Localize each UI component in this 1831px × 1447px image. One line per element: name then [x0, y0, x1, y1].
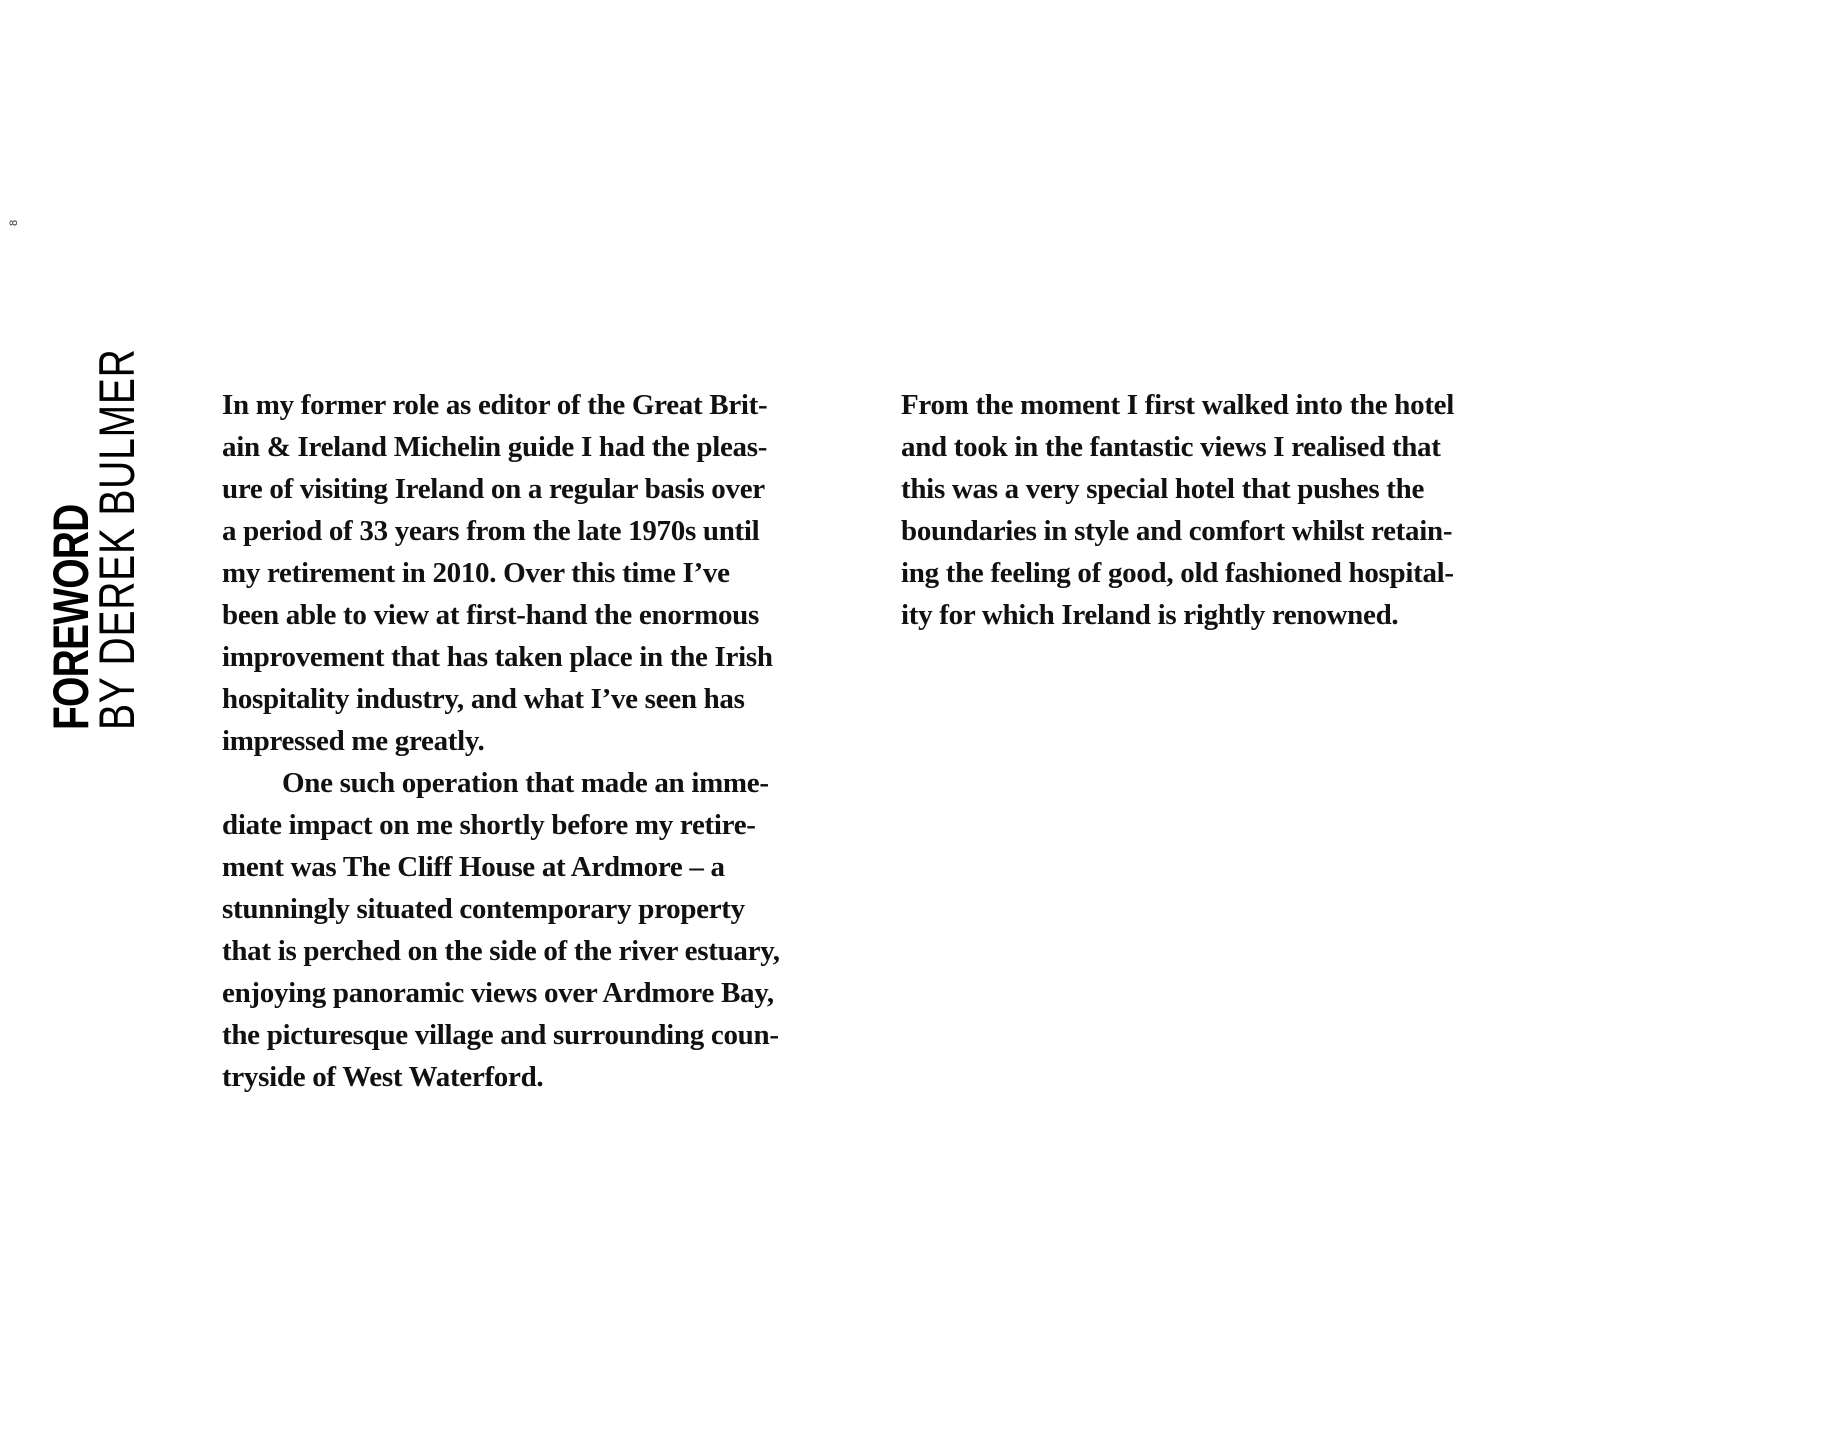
- text-line: been able to view at first-hand the enormous: [222, 599, 759, 631]
- text-line: ity for which Ireland is rightly renowned.: [901, 599, 1399, 631]
- text-line: enjoying panoramic views over Ardmore Bay,: [222, 977, 774, 1009]
- text-line: In my former role as editor of the Great Brit-: [222, 389, 768, 421]
- text-line: hospitality industry, and what I’ve seen has: [222, 683, 745, 715]
- left-text-column: [222, 384, 882, 1098]
- text-line: ment was The Cliff House at Ardmore – a: [222, 851, 725, 883]
- text-line: impressed me greatly.: [222, 725, 485, 757]
- text-line: tryside of West Waterford.: [222, 1061, 544, 1093]
- text-line: ain & Ireland Michelin guide I had the pleas-: [222, 431, 768, 463]
- text-line: ing the feeling of good, old fashioned hospital-: [901, 557, 1454, 589]
- page-title: FOREWORD: [43, 504, 99, 730]
- text-line: From the moment I first walked into the hotel: [901, 389, 1455, 421]
- text-line: ure of visiting Ireland on a regular basis over: [222, 473, 765, 505]
- author-byline: BY DEREK BULMER: [89, 348, 145, 730]
- right-text-column: [901, 384, 1561, 636]
- text-line: One such operation that made an imme-: [282, 767, 769, 799]
- text-line: a period of 33 years from the late 1970s until: [222, 515, 760, 547]
- text-line: that is perched on the side of the river estuary,: [222, 935, 780, 967]
- page-number: 8: [8, 219, 20, 226]
- text-line: boundaries in style and comfort whilst retain-: [901, 515, 1453, 547]
- text-line: diate impact on me shortly before my retire-: [222, 809, 756, 841]
- text-line: this was a very special hotel that pushes the: [901, 473, 1425, 505]
- foreword-heading: [43, 241, 145, 730]
- text-line: improvement that has taken place in the Irish: [222, 641, 773, 673]
- text-line: and took in the fantastic views I realised that: [901, 431, 1441, 463]
- text-line: stunningly situated contemporary property: [222, 893, 745, 925]
- text-line: my retirement in 2010. Over this time I’ve: [222, 557, 730, 589]
- text-line: the picturesque village and surrounding coun-: [222, 1019, 779, 1051]
